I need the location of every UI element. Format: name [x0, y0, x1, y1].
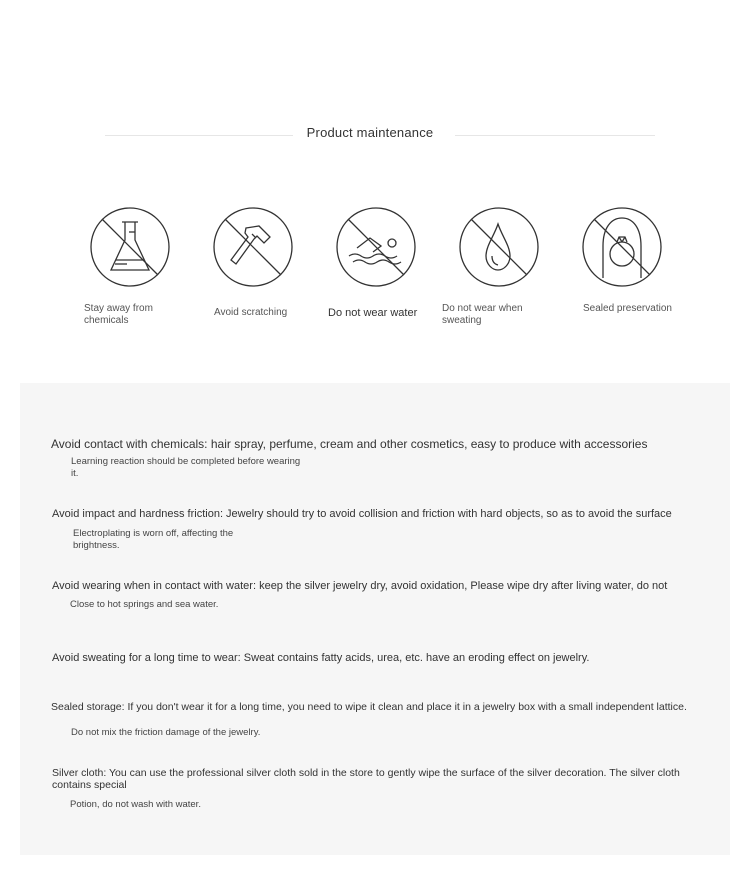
hammer-icon — [212, 206, 294, 288]
rule-chemicals-detail: Learning reaction should be completed before wearing it. — [71, 456, 301, 479]
icon-label-chemicals: Stay away from chemicals — [84, 303, 153, 326]
rule-silver-cloth: Silver cloth: You can use the professional silver cloth sold in the store to gently wipe the surface of the silver decoration. The silver cloth contains special — [52, 767, 680, 791]
header-divider-left — [105, 135, 293, 136]
rule-sweating: Avoid sweating for a long time to wear: Sweat contains fatty acids, urea, etc. have an eroding effect on jewelry. — [52, 652, 590, 664]
flask-icon — [89, 206, 171, 288]
rule-impact-detail: Electroplating is worn off, affecting the brightness. — [73, 528, 234, 551]
rule-storage: Sealed storage: If you don't wear it for a long time, you need to wipe it clean and place it in a jewelry box with a small independent lattice. — [51, 701, 687, 713]
section-header — [0, 120, 750, 150]
rule-water-detail: Close to hot springs and sea water. — [70, 599, 219, 610]
rule-chemicals: Avoid contact with chemicals: hair spray, perfume, cream and other cosmetics, easy to produce with accessories — [51, 437, 648, 451]
icon-label-water: Do not wear water — [328, 307, 418, 319]
ring-box-icon — [581, 206, 663, 288]
rule-water: Avoid wearing when in contact with water: keep the silver jewelry dry, avoid oxidation, Please wipe dry after living water, do not — [52, 580, 668, 592]
rule-storage-detail: Do not mix the friction damage of the jewelry. — [71, 727, 261, 738]
icon-label-sealed: Sealed preservation — [583, 303, 672, 314]
water-drop-icon — [458, 206, 540, 288]
icon-label-scratching: Avoid scratching — [214, 307, 288, 318]
icon-label-sweating: Do not wear when sweating — [442, 303, 523, 326]
rule-impact: Avoid impact and hardness friction: Jewelry should try to avoid collision and friction with hard objects, so as to avoid the surface — [52, 508, 672, 520]
swimmer-icon — [335, 206, 417, 288]
page-title: Product maintenance — [306, 125, 434, 140]
rule-silver-cloth-detail: Potion, do not wash with water. — [70, 799, 201, 810]
header-divider-right — [455, 135, 655, 136]
